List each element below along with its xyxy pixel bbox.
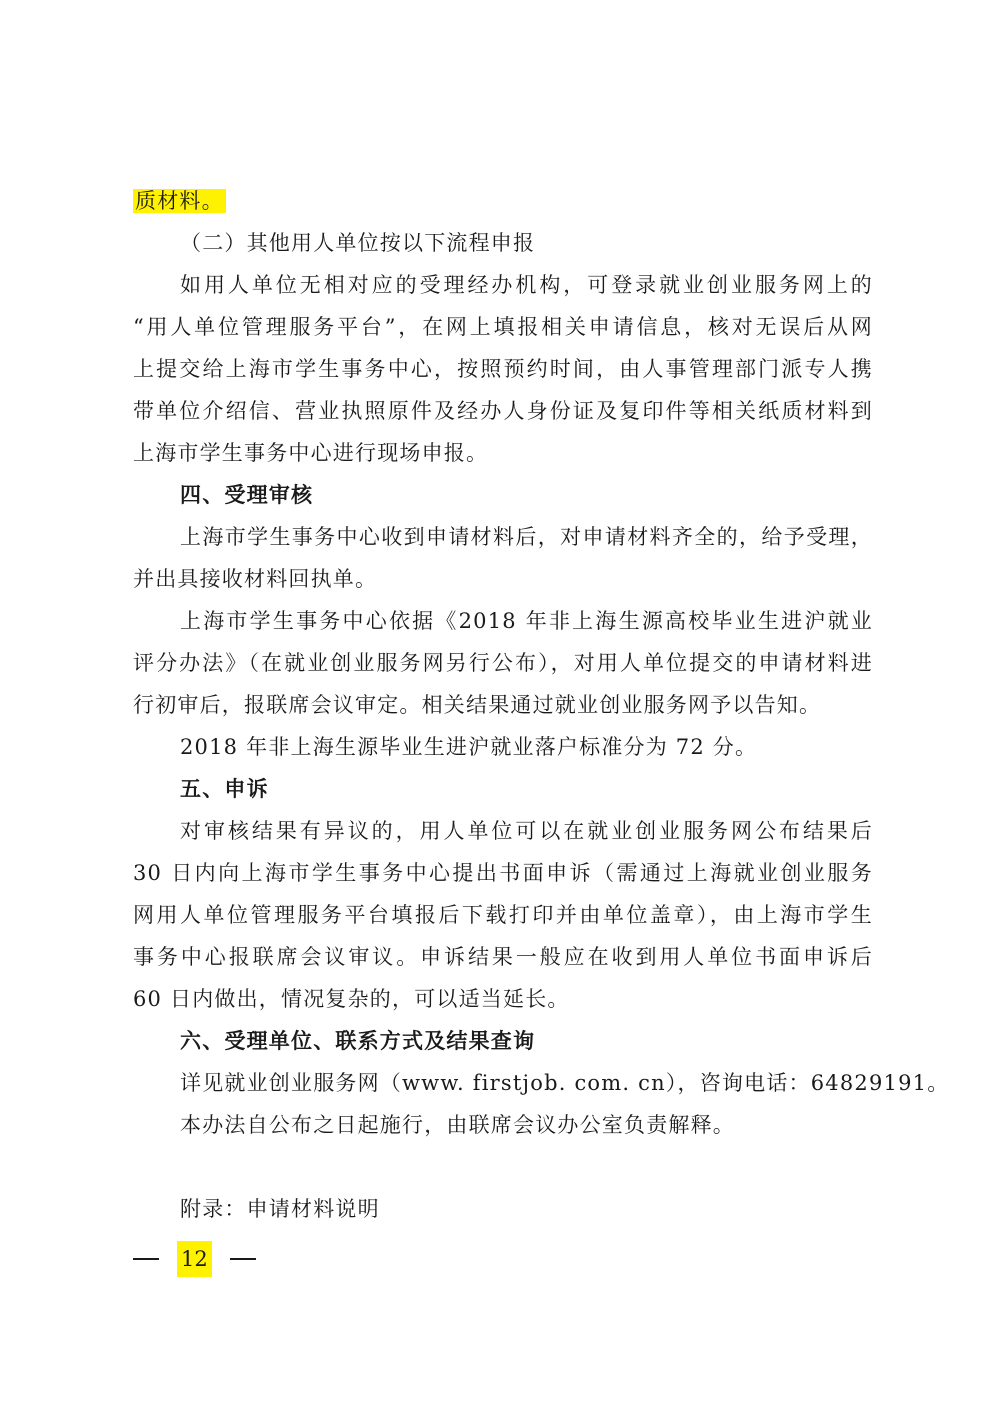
subheading-other-units: （二）其他用人单位按以下流程申报 (180, 231, 536, 255)
paragraph-line: 上海市学生事务中心依据《2018 年非上海生源高校毕业生进沪就业 (180, 609, 873, 633)
page-number: 12 (177, 1241, 212, 1277)
paragraph-line: 上海市学生事务中心进行现场申报。 (133, 441, 489, 465)
paragraph-line: 带单位介绍信、营业执照原件及经办人身份证及复印件等相关纸质材料到 (133, 399, 873, 423)
paragraph-line: “用人单位管理服务平台”，在网上填报相关申请信息，核对无误后从网 (133, 315, 873, 339)
section-heading-contact: 六、受理单位、联系方式及结果查询 (180, 1029, 536, 1053)
paragraph-line: 2018 年非上海生源毕业生进沪就业落户标准分为 72 分。 (180, 735, 758, 759)
paragraph-line: 60 日内做出，情况复杂的，可以适当延长。 (133, 987, 570, 1011)
paragraph-line: 如用人单位无相对应的受理经办机构，可登录就业创业服务网上的 (180, 273, 873, 297)
highlighted-text: 质材料。 (135, 189, 224, 213)
continuation-text (133, 180, 873, 222)
paragraph-line: 行初审后，报联席会议审定。相关结果通过就业创业服务网予以告知。 (133, 693, 822, 717)
paragraph-line: 网用人单位管理服务平台填报后下载打印并由单位盖章），由上海市学生 (133, 903, 873, 927)
paragraph-line: 上提交给上海市学生事务中心，按照预约时间，由人事管理部门派专人携 (133, 357, 873, 381)
paragraph-line: 对审核结果有异议的，用人单位可以在就业创业服务网公布结果后 (180, 819, 873, 843)
paragraph-line: 30 日内向上海市学生事务中心提出书面申诉（需通过上海就业创业服务 (133, 861, 873, 885)
footer-dash-right (230, 1258, 256, 1260)
page-footer (133, 1241, 256, 1277)
section-heading-review: 四、受理审核 (180, 483, 314, 507)
paragraph-line: 并出具接收材料回执单。 (133, 567, 378, 591)
paragraph-line: 上海市学生事务中心收到申请材料后，对申请材料齐全的，给予受理， (180, 525, 873, 549)
paragraph-line: 评分办法》（在就业创业服务网另行公布），对用人单位提交的申请材料进 (133, 651, 873, 675)
section-heading-appeal: 五、申诉 (180, 777, 269, 801)
appendix-note: 附录：申请材料说明 (180, 1197, 380, 1221)
footer-dash-left (133, 1258, 159, 1260)
paragraph-line: 本办法自公布之日起施行，由联席会议办公室负责解释。 (180, 1113, 735, 1137)
paragraph-line: 详见就业创业服务网（www. firstjob. com. cn），咨询电话：64829191。 (180, 1071, 950, 1095)
paragraph-line: 事务中心报联席会议审议。申诉结果一般应在收到用人单位书面申诉后 (133, 945, 873, 969)
